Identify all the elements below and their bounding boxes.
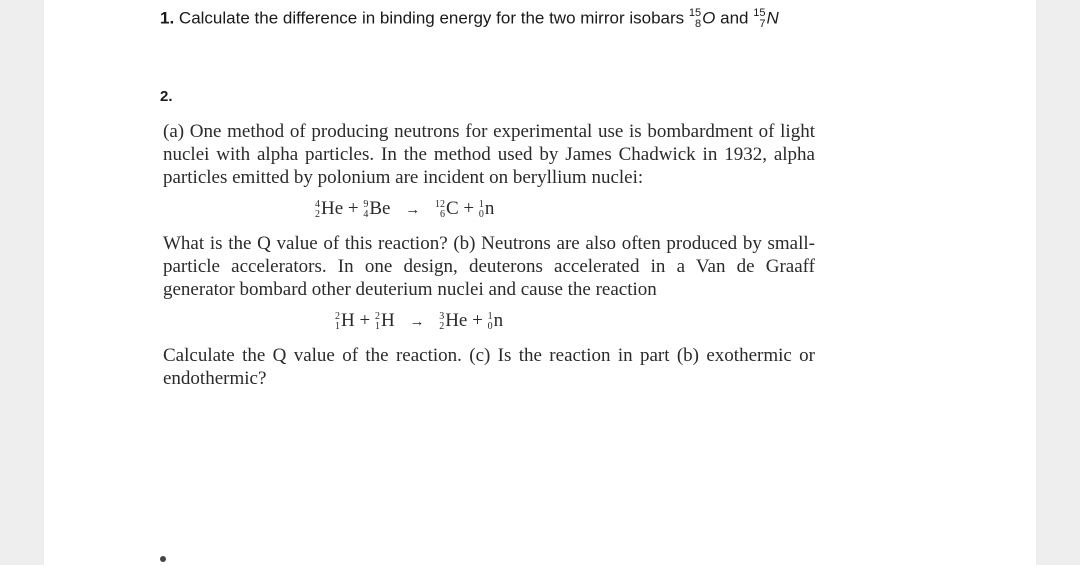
nuclide-atomic: 0 bbox=[478, 208, 484, 220]
question-1-number: 1. bbox=[160, 8, 175, 28]
nuclide-symbol: H bbox=[380, 310, 395, 331]
nuclide-helium-4 bbox=[315, 197, 343, 220]
nuclide-symbol: Be bbox=[369, 198, 391, 219]
paragraph-a: (a) One method of producing neutrons for experimental use is bombardment of light nuclei with alpha particles. In the method used by James Chadwick in 1932, alpha particles emitted by polonium are incident on beryllium nuclei: bbox=[163, 121, 815, 188]
nuclide-symbol: He bbox=[445, 310, 468, 331]
nuclide-mass: 9 bbox=[363, 199, 369, 211]
nuclide-atomic: 6 bbox=[439, 208, 445, 220]
nuclide-symbol: H bbox=[341, 310, 355, 331]
nuclide-mass: 12 bbox=[434, 199, 445, 211]
nuclide-mass: 3 bbox=[439, 311, 445, 323]
nuclide-symbol: n bbox=[493, 310, 504, 331]
isotope-symbol: O bbox=[702, 8, 716, 28]
reaction-equation-1 bbox=[315, 197, 815, 222]
question-1-text: Calculate the difference in binding energy for the two mirror isobars bbox=[178, 8, 685, 28]
plus-sign: + bbox=[347, 198, 359, 219]
reaction-equation-2 bbox=[335, 309, 815, 334]
isotope-symbol: N bbox=[766, 8, 779, 28]
document-page bbox=[44, 0, 1036, 565]
isotope-mass: 15 bbox=[753, 7, 766, 19]
nuclide-neutron bbox=[488, 309, 504, 332]
question-1-conj: and bbox=[720, 8, 749, 28]
nuclide-neutron bbox=[479, 197, 495, 220]
nuclide-deuterium bbox=[375, 309, 395, 332]
nuclide-deuterium bbox=[335, 309, 355, 332]
nuclide-symbol: n bbox=[484, 198, 495, 219]
paragraph-c: Calculate the Q value of the reaction. (c) Is the reaction in part (b) exothermic or endothermic? bbox=[163, 345, 815, 389]
nuclide-atomic: 1 bbox=[374, 320, 380, 332]
nuclide-atomic: 2 bbox=[315, 208, 320, 220]
isotope-atomic: 8 bbox=[695, 18, 702, 30]
paragraph-b: What is the Q value of this reaction? (b) Neutrons are also often produced by small-particle accelerators. In one design, deuterons accelerated in a Van de Graaff generator bombard other deuterium nuclei and cause the reaction bbox=[163, 233, 815, 300]
reaction-arrow: → bbox=[405, 202, 421, 218]
plus-sign: + bbox=[472, 310, 483, 331]
nuclide-atomic: 0 bbox=[487, 320, 493, 332]
nuclide-mass: 1 bbox=[487, 311, 493, 323]
nuclide-helium-3 bbox=[439, 309, 467, 332]
nuclide-symbol: He bbox=[321, 198, 344, 219]
nuclide-atomic: 4 bbox=[363, 208, 369, 220]
nuclide-mass: 1 bbox=[478, 199, 484, 211]
question-1 bbox=[160, 8, 779, 30]
reaction-arrow: → bbox=[409, 314, 425, 330]
isotope-mass: 15 bbox=[688, 7, 702, 19]
question-2-number: 2. bbox=[160, 88, 173, 105]
nuclide-mass: 4 bbox=[315, 199, 320, 211]
question-2-textbook-excerpt bbox=[163, 120, 815, 390]
nuclide-atomic: 1 bbox=[335, 320, 340, 332]
plus-sign: + bbox=[463, 198, 475, 219]
nuclide-atomic: 2 bbox=[439, 320, 445, 332]
nuclide-mass: 2 bbox=[335, 311, 340, 323]
isotope-nitrogen-15 bbox=[753, 8, 779, 30]
nuclide-symbol: C bbox=[445, 198, 459, 219]
nuclide-carbon-12 bbox=[435, 197, 459, 220]
next-item-bullet-partial bbox=[160, 556, 166, 562]
isotope-oxygen-15 bbox=[689, 8, 715, 30]
nuclide-mass: 2 bbox=[374, 311, 380, 323]
nuclide-beryllium-9 bbox=[363, 197, 390, 220]
plus-sign: + bbox=[359, 310, 371, 331]
isotope-atomic: 7 bbox=[759, 18, 766, 30]
